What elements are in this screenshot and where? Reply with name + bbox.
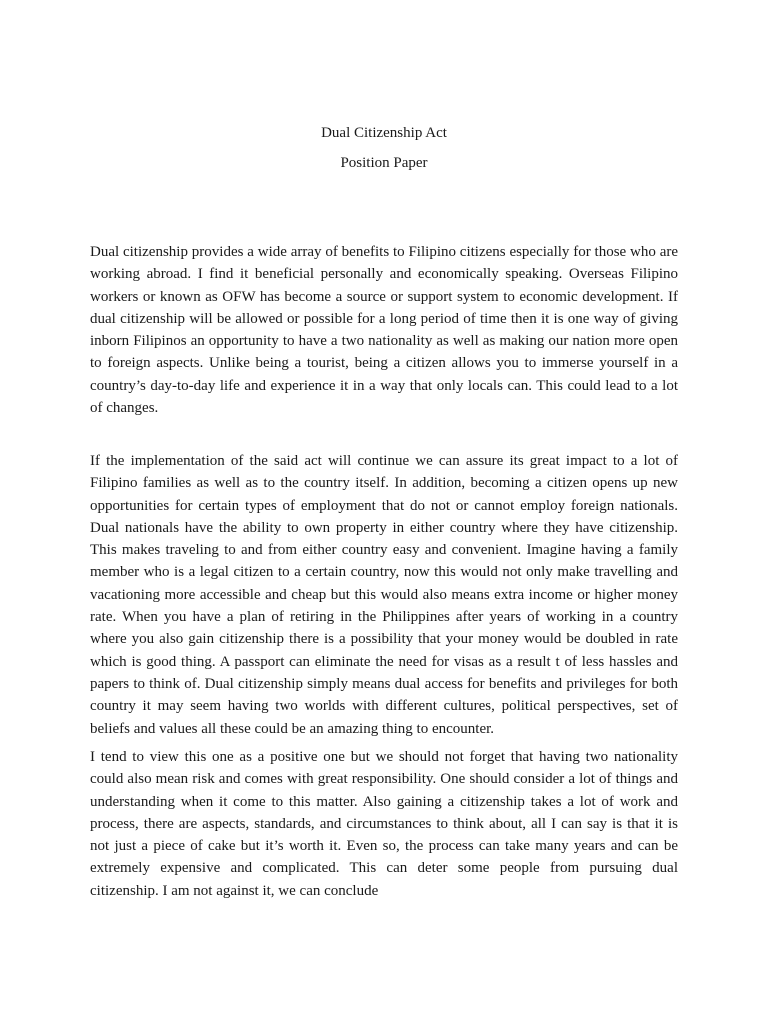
document-subtitle: Position Paper <box>340 155 428 171</box>
paragraph-1: Dual citizenship provides a wide array of benefits to Filipino citizens especially for those who are working abroad. I find it beneficial personally and economically speaking. Overseas Filipino workers or known as OFW has become a source or support system to economic development. If dual citizenship will be allowed or possible for a long period of time then it is one way of giving inborn Filipinos an opportunity to have a two nationality as well as making our nation more open to foreign aspects. Unlike being a tourist, being a citizen allows you to immerse yourself in a country’s day-to-day life and experience it in a way that only locals can. This could lead to a lot of changes. <box>90 244 678 417</box>
paragraph-3: I tend to view this one as a positive one but we should not forget that having two nationality could also mean risk and comes with great responsibility. One should consider a lot of things and understanding when it come to this matter. Also gaining a citizenship takes a lot of work and process, there are aspects, standards, and circumstances to think about, all I can say is that it is not just a piece of cake but it’s worth it. Even so, the process can take many years and can be extremely expensive and complicated. This can deter some people from pursuing dual citizenship. I am not against it, we can conclude <box>90 749 678 899</box>
document-title: Dual Citizenship Act <box>321 125 447 141</box>
paragraph-2: If the implementation of the said act will continue we can assure its great impact to a lot of Filipino families as well as to the country itself. In addition, becoming a citizen opens up new opportunities for certain types of employment that do not or cannot employ foreign nationals. Dual nationals have the ability to own property in either country where they have citizenship. This makes traveling to and from either country easy and convenient. Imagine having a family member who is a legal citizen to a certain country, now this would not only make travelling and vacationing more accessible and cheap but this would also means extra income or higher money rate. When you have a plan of retiring in the Philippines after years of working in a country where you also gain citizenship there is a possibility that your money would be doubled in rate which is good thing. A passport can eliminate the need for visas as a result t of less hassles and papers to think of. Dual citizenship simply means dual access for benefits and privileges for both country it may seem having two worlds with different cultures, political perspectives, set of beliefs and values all these could be an amazing thing to encounter. <box>90 453 678 737</box>
